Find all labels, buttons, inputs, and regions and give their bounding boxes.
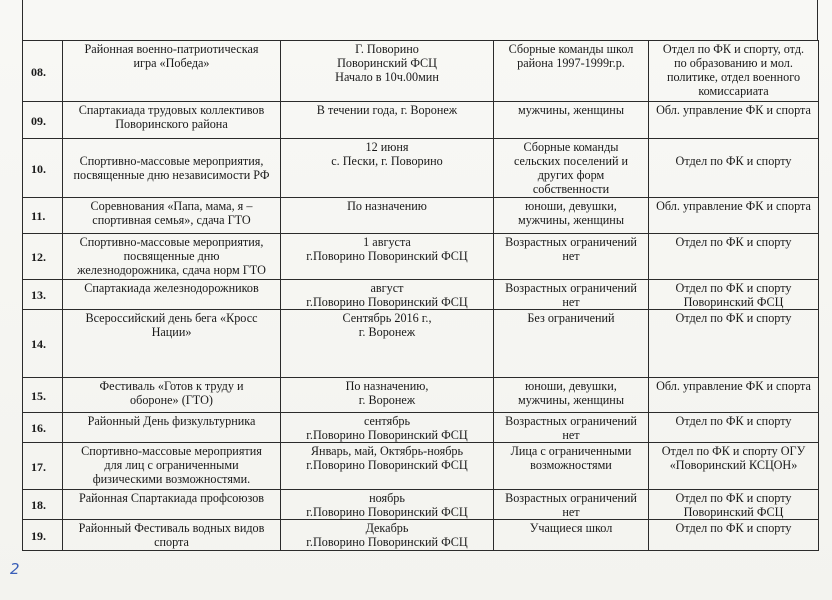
handwritten-page-number: 2	[10, 560, 20, 578]
event-participants: Возрастных ограничений нет	[494, 234, 649, 280]
event-name: Фестиваль «Готов к труду и обороне» (ГТО)	[63, 378, 281, 413]
event-place-date: ноябрь г.Поворино Поворинский ФСЦ	[281, 490, 494, 520]
event-responsible: Обл. управление ФК и спорта	[649, 378, 819, 413]
event-responsible: Отдел по ФК и спорту Поворинский ФСЦ	[649, 280, 819, 310]
event-participants: Без ограничений	[494, 310, 649, 378]
event-participants: Учащиеся школ	[494, 520, 649, 551]
events-table	[22, 40, 819, 551]
row-number: 09.	[23, 102, 63, 139]
table-row	[23, 280, 819, 310]
row-number: 12.	[23, 234, 63, 280]
row-number: 13.	[23, 280, 63, 310]
event-participants: юноши, девушки, мужчины, женщины	[494, 198, 649, 234]
event-name: Районная военно-патриотическая игра «Победа»	[63, 41, 281, 102]
event-place-date: В течении года, г. Воронеж	[281, 102, 494, 139]
table-row	[23, 413, 819, 443]
event-responsible: Обл. управление ФК и спорта	[649, 102, 819, 139]
event-name: Спортивно-массовые мероприятия для лиц с ограниченными физическими возможностями.	[63, 443, 281, 490]
row-number: 15.	[23, 378, 63, 413]
event-name: Всероссийский день бега «Кросс Нации»	[63, 310, 281, 378]
event-responsible: Отдел по ФК и спорту, отд. по образованию и мол. политике, отдел военного комиссариата	[649, 41, 819, 102]
event-responsible: Отдел по ФК и спорту	[649, 139, 819, 198]
event-responsible: Отдел по ФК и спорту	[649, 413, 819, 443]
table-row	[23, 378, 819, 413]
event-responsible: Отдел по ФК и спорту	[649, 234, 819, 280]
event-place-date: Г. Поворино Поворинский ФСЦ Начало в 10ч.00мин	[281, 41, 494, 102]
event-place-date: 12 июня с. Пески, г. Поворино	[281, 139, 494, 198]
event-place-date: август г.Поворино Поворинский ФСЦ	[281, 280, 494, 310]
event-name: Соревнования «Папа, мама, я – спортивная семья», сдача ГТО	[63, 198, 281, 234]
event-responsible: Отдел по ФК и спорту Поворинский ФСЦ	[649, 490, 819, 520]
event-responsible: Отдел по ФК и спорту	[649, 520, 819, 551]
event-name: Спартакиада железнодорожников	[63, 280, 281, 310]
event-name: Районная Спартакиада профсоюзов	[63, 490, 281, 520]
event-place-date: Сентябрь 2016 г., г. Воронеж	[281, 310, 494, 378]
row-number: 11.	[23, 198, 63, 234]
row-number: 17.	[23, 443, 63, 490]
event-place-date: По назначению	[281, 198, 494, 234]
event-name: Спартакиада трудовых коллективов Поворинского района	[63, 102, 281, 139]
table-row	[23, 234, 819, 280]
table-row	[23, 139, 819, 198]
event-place-date: сентябрь г.Поворино Поворинский ФСЦ	[281, 413, 494, 443]
table-row	[23, 41, 819, 102]
table-row	[23, 102, 819, 139]
event-place-date: Январь, май, Октябрь-ноябрь г.Поворино Поворинский ФСЦ	[281, 443, 494, 490]
table-row	[23, 310, 819, 378]
event-participants: Лица с ограниченными возможностями	[494, 443, 649, 490]
event-responsible: Отдел по ФК и спорту ОГУ «Поворинский КСЦОН»	[649, 443, 819, 490]
event-participants: мужчины, женщины	[494, 102, 649, 139]
table-row	[23, 490, 819, 520]
event-participants: Сборные команды школ района 1997-1999г.р.	[494, 41, 649, 102]
table-top-continuation	[22, 0, 818, 40]
row-number: 10.	[23, 139, 63, 198]
event-name: Районный День физкультурника	[63, 413, 281, 443]
event-responsible: Отдел по ФК и спорту	[649, 310, 819, 378]
event-name: Районный Фестиваль водных видов спорта	[63, 520, 281, 551]
row-number: 19.	[23, 520, 63, 551]
event-participants: юноши, девушки, мужчины, женщины	[494, 378, 649, 413]
row-number: 16.	[23, 413, 63, 443]
event-responsible: Обл. управление ФК и спорта	[649, 198, 819, 234]
table-row	[23, 443, 819, 490]
event-place-date: По назначению, г. Воронеж	[281, 378, 494, 413]
event-name: Спортивно-массовые мероприятия, посвященные дню независимости РФ	[63, 139, 281, 198]
row-number: 14.	[23, 310, 63, 378]
event-participants: Возрастных ограничений нет	[494, 413, 649, 443]
table-row	[23, 198, 819, 234]
row-number: 18.	[23, 490, 63, 520]
row-number: 08.	[23, 41, 63, 102]
event-name: Спортивно-массовые мероприятия, посвященные дню железнодорожника, сдача норм ГТО	[63, 234, 281, 280]
event-participants: Возрастных ограничений нет	[494, 490, 649, 520]
event-participants: Возрастных ограничений нет	[494, 280, 649, 310]
event-participants: Сборные команды сельских поселений и других форм собственности	[494, 139, 649, 198]
table-row	[23, 520, 819, 551]
event-place-date: Декабрь г.Поворино Поворинский ФСЦ	[281, 520, 494, 551]
event-place-date: 1 августа г.Поворино Поворинский ФСЦ	[281, 234, 494, 280]
